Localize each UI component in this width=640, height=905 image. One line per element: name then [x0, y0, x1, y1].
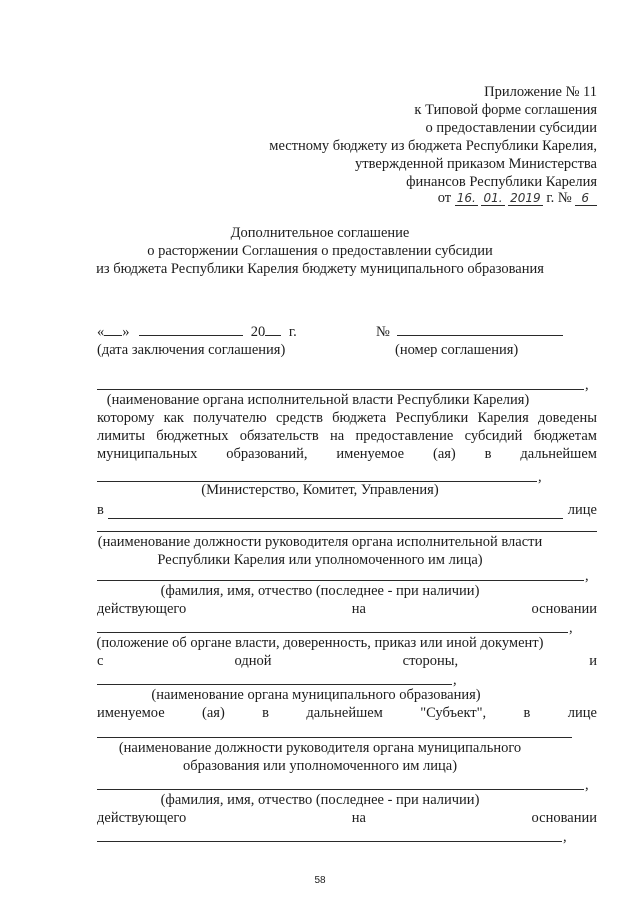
word: в [262, 705, 269, 721]
word: бюджета [332, 410, 387, 426]
paragraph-line-2 [97, 428, 597, 445]
month-blank [139, 335, 243, 336]
handwritten-year: 2019 [510, 191, 541, 205]
title-line-2: о расторжении Соглашения о предоставлении субсидии [147, 243, 493, 259]
header-line-2: к Типовой форме соглашения [414, 102, 597, 118]
word: основании [531, 810, 597, 826]
word: на [329, 428, 345, 444]
row-named [97, 705, 597, 722]
word: и [589, 653, 597, 669]
word: в [484, 446, 492, 462]
official-short-line[interactable] [108, 518, 563, 519]
header-line-3: о предоставлении субсидии [425, 120, 597, 136]
mo-head-blank-line[interactable] [97, 737, 572, 738]
mo-head-caption-2: образования или уполномоченного им лица) [182, 758, 458, 774]
g-no-label: г. № [546, 190, 572, 206]
word: (ая) [202, 705, 225, 721]
fio2-blank-line[interactable] [97, 789, 584, 790]
word: одной [234, 653, 272, 669]
basis2-blank-line[interactable] [97, 841, 562, 842]
word: обязательств [239, 428, 319, 444]
word: бюджетных [156, 428, 229, 444]
fio-caption: (фамилия, имя, отчество (последнее - при наличии) [160, 583, 480, 599]
word: субсидий [464, 428, 523, 444]
word: дальнейшем [306, 705, 383, 721]
row-acting-2 [97, 810, 597, 827]
number-blank [397, 335, 563, 336]
organ-blank-line[interactable] [97, 389, 584, 390]
year-blank [265, 335, 281, 336]
ot-label: от [437, 190, 452, 206]
word: бюджетам [533, 428, 597, 444]
comma: , [563, 829, 567, 845]
mo-head-caption-1: (наименование должности руководителя органа муниципального [118, 740, 522, 756]
comma: , [585, 377, 589, 393]
word: доведены [538, 410, 597, 426]
word: как [163, 410, 184, 426]
official-blank-line[interactable] [97, 531, 597, 532]
close-quote: » [122, 324, 130, 340]
row-acting [97, 601, 597, 618]
word: (ая) [432, 446, 456, 462]
word: основании [531, 601, 597, 617]
header-line-6: финансов Республики Карелия [406, 174, 597, 190]
header-line-4: местному бюджету из бюджета Республики Карелия, [269, 138, 597, 154]
word: на [351, 810, 366, 826]
number-caption: (номер соглашения) [395, 342, 519, 358]
word: которому [97, 410, 155, 426]
word: муниципальных [97, 446, 198, 462]
word: действующего [97, 810, 187, 826]
comma: , [453, 672, 457, 688]
head-caption-2: Республики Карелия или уполномоченного им лица) [157, 552, 483, 568]
handwritten-day: 16. [456, 191, 476, 205]
fio-blank-line[interactable] [97, 580, 584, 581]
row-side [97, 653, 597, 670]
agreement-date-field[interactable] [97, 324, 297, 341]
day-blank [104, 335, 122, 336]
handwritten-number: 6 [575, 192, 597, 206]
mo-blank-line[interactable] [97, 684, 452, 685]
organ-caption: (наименование органа исполнительной власти Республики Карелия) [106, 392, 530, 408]
title-line-1: Дополнительное соглашение [230, 225, 410, 241]
date-caption: (дата заключения соглашения) [97, 342, 286, 358]
word: именуемое [336, 446, 405, 462]
number-sign: № [376, 324, 390, 340]
paragraph-line-3 [97, 446, 597, 463]
year-prefix: 20 [250, 324, 266, 340]
basis-caption: (положение об органе власти, доверенность, приказ или иной документ) [96, 635, 544, 651]
head-caption-1: (наименование должности руководителя органа исполнительной власти [97, 534, 543, 550]
year-suffix: г. [288, 324, 297, 340]
comma: , [569, 620, 573, 636]
appendix-number: Приложение № 11 [484, 84, 597, 100]
row-v-litse [97, 502, 597, 519]
word: действующего [97, 601, 187, 617]
header-line-5: утвержденной приказом Министерства [355, 156, 597, 172]
paragraph-line-1 [97, 410, 597, 427]
open-quote: « [97, 324, 105, 340]
word: лимиты [97, 428, 146, 444]
word: получателю [193, 410, 267, 426]
basis-blank-line[interactable] [97, 632, 568, 633]
title-line-3: из бюджета Республики Карелия бюджету муниципального образования [96, 261, 544, 277]
ministry-caption: (Министерство, Комитет, Управления) [201, 482, 439, 498]
word: стороны, [402, 653, 459, 669]
order-date-number [438, 190, 597, 207]
handwritten-month: 01. [483, 191, 503, 205]
word: в [97, 502, 104, 518]
word: на [351, 601, 366, 617]
word: с [97, 653, 104, 669]
word: Карелия [477, 410, 529, 426]
word: Республики [395, 410, 469, 426]
word: образований, [226, 446, 308, 462]
agreement-number-field[interactable] [376, 324, 563, 341]
word: средств [275, 410, 323, 426]
mo-caption: (наименование органа муниципального образования) [151, 687, 481, 703]
comma: , [585, 777, 589, 793]
comma: , [538, 469, 542, 485]
page-number: 58 [314, 875, 326, 886]
comma: , [585, 568, 589, 584]
word: именуемое [97, 705, 165, 721]
word: лице [567, 705, 597, 721]
word: предоставление [355, 428, 454, 444]
word: дальнейшем [520, 446, 597, 462]
word: лице [567, 502, 597, 518]
word: в [523, 705, 531, 721]
fio2-caption: (фамилия, имя, отчество (последнее - при наличии) [160, 792, 480, 808]
word: "Субъект", [420, 705, 487, 721]
